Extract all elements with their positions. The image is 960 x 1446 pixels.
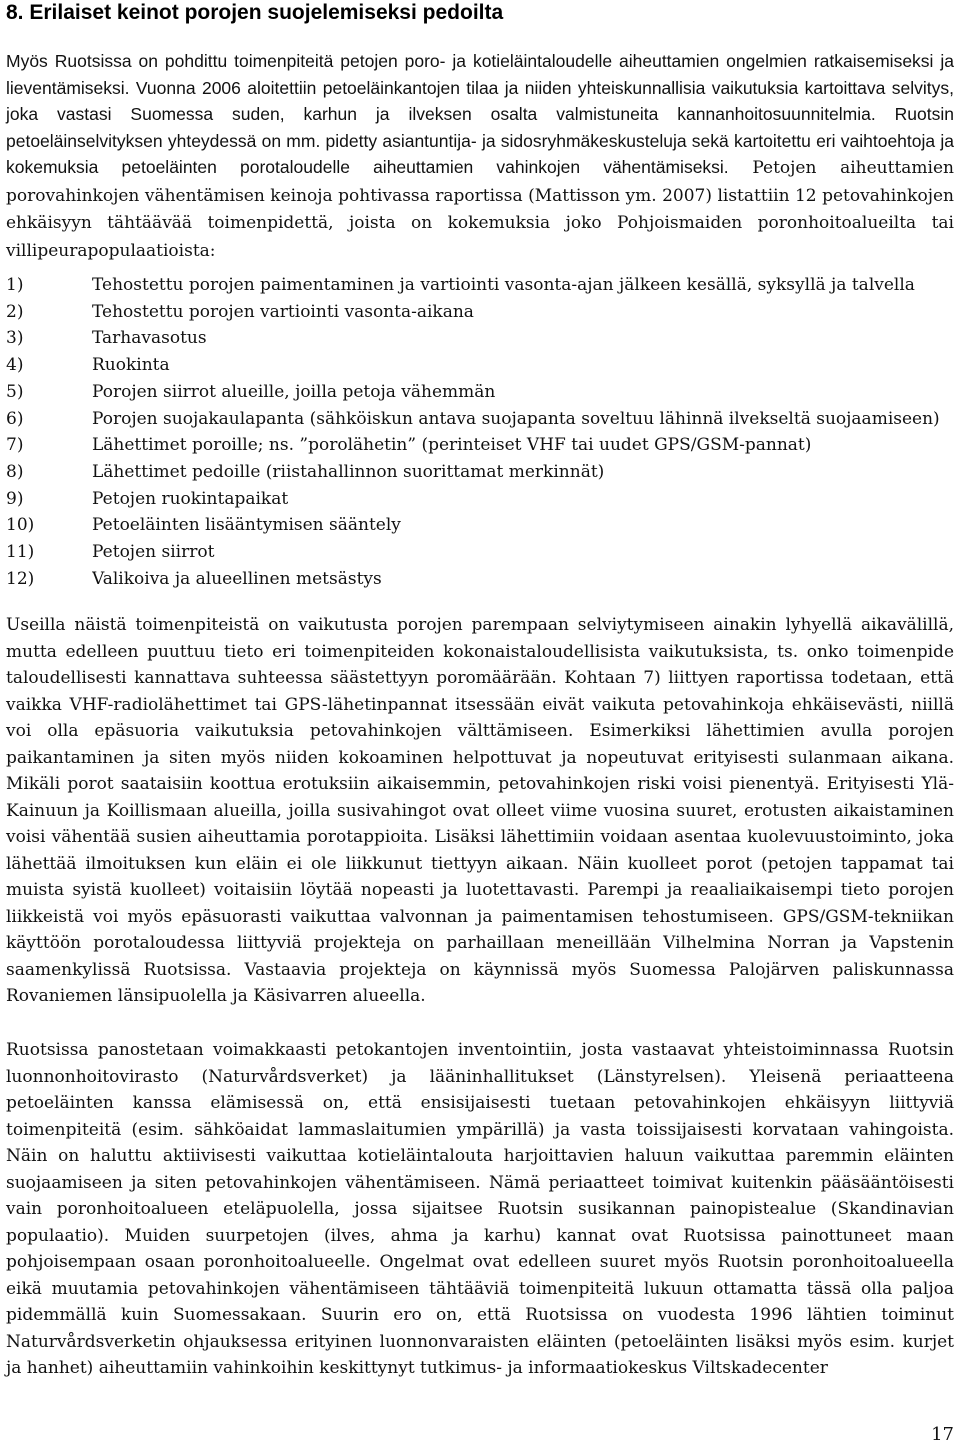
list-item (6, 325, 954, 352)
list-item (6, 379, 954, 406)
list-item (6, 406, 954, 433)
list-item (6, 539, 954, 566)
list-item-number: 5) (6, 381, 24, 402)
list-item-number: 4) (6, 355, 24, 376)
list-item-text: Ruokinta (92, 355, 170, 376)
list-item-text: Lähettimet poroille; ns. ”porolähetin” (perinteiset VHF tai uudet GPS/GSM-pannat) (92, 435, 812, 456)
list-item (6, 566, 954, 593)
list-item-number: 3) (6, 328, 24, 349)
measures-list (6, 272, 954, 592)
page-number: 17 (931, 1424, 954, 1445)
list-item-number: 12) (6, 568, 35, 589)
intro-text-part1: Myös Ruotsissa on pohdittu toimenpiteitä petojen poro- ja kotieläintaloudelle aiheuttamien ongelmien ratkaisemiseksi ja lieventämiseksi. Vuonna 2006 aloitettiin petoeläinkantojen tilaa ja niiden yhteiskunnallisia vaikutuksia kartoittava selvitys, joka vastasi Suomessa suden, karhun ja ilveksen osalta valmistuneita kannanhoitosuunnitelmia. Ruotsin petoeläinselvityksen yhteydessä on mm. pidetty asiantuntija- ja sidosryhmäkeskusteluja sekä kartoitettu eri vaihtoehtoja ja kokemuksia petoeläinten porotaloudelle aiheuttamien vahinkojen vähentämiseksi. (6, 51, 954, 177)
list-item-text: Tarhavasotus (92, 328, 207, 349)
list-item-number: 1) (6, 275, 24, 295)
list-item-text: Porojen siirrot alueille, joilla petoja vähemmän (92, 381, 496, 402)
body-paragraph-2: Useilla näistä toimenpiteistä on vaikutusta porojen parempaan selviytymiseen ainakin lyhyellä aikavälillä, mutta edelleen puuttuu tieto eri toimenpiteiden kokonaistaloudellisista vaikutuksista, ts. onko toimenpide taloudellisesti kannattava suhteessa säästettyyn poromäärään. Kohtaan 7) liittyen raportissa todetaan, että vaikka VHF-radiolähettimet tai GPS-lähetinpannat itsessään eivät vaikuta petovahinkoja ehkäisevästi, niillä voi olla epäsuoria vaikutuksia petovahinkojen välttämiseen. Esimerkiksi lähettimien avulla porojen paikantaminen ja siten myös niiden kokoaminen helpottuvat ja nopeutuvat erityisesti sulanmaan aikana. Mikäli porot saataisiin koottua erotuksiin aikaisemmin, petovahinkojen riski voisi pienentyä. Erityisesti Ylä-Kainuun ja Koillismaan alueilla, joilla susivahingot ovat olleet viime vuosina suuret, erotusten aikaistaminen voisi vähentää susien aiheuttamia porotappioita. Lisäksi lähettimiin voidaan asentaa kuolevuustoiminto, joka lähettää ilmoituksen kun eläin ei ole liikkunut tiettyyn aikaan. Näin kuolleet porot (petojen tappamat tai muista syistä kuolleet) voitaisiin löytää nopeasti ja luotettavasti. Parempi ja reaaliaikaisempi tieto porojen liikkeistä voi myös epäsuorasti vaikuttaa valvonnan ja paimentamisen tehostumiseen. GPS/GSM-tekniikan käyttöön porotaloudessa liittyviä projekteja on parhaillaan meneillään Vilhelmina Norran ja Vapstenin saamenkylissä Ruotsissa. Vastaavia projekteja on käynnissä myös Suomessa Palojärven paliskunnassa Rovaniemen länsipuolella ja Käsivarren alueella. (6, 615, 954, 1006)
list-item (6, 432, 954, 459)
list-item-text: Petoeläinten lisääntymisen sääntely (92, 515, 401, 536)
list-item (6, 299, 954, 326)
list-item-number: 2) (6, 301, 24, 322)
list-item (6, 459, 954, 486)
list-item-text: Tehostettu porojen paimentaminen ja vartiointi vasonta-ajan jälkeen kesällä, syksyllä ja talvella (92, 275, 915, 295)
list-item-text: Tehostettu porojen vartiointi vasonta-aikana (92, 301, 474, 322)
list-item (6, 512, 954, 539)
list-item (6, 272, 954, 299)
list-item (6, 486, 954, 513)
list-item-number: 9) (6, 488, 24, 509)
intro-text-part2: Petojen aiheuttamien porovahinkojen vähentämisen keinoja pohtivassa raportissa (Mattisson ym. 2007) listattiin 12 petovahinkojen ehkäisyyn tähtäävää toimenpidettä, joista on kokemuksia joko Pohjoismaiden poronhoitoalueilta tai villipeurapopulaatioista: (6, 158, 954, 261)
list-item-text: Porojen suojakaulapanta (sähköiskun antava suojapanta soveltuu lähinnä ilvekseltä suojaamiseen) (92, 408, 940, 429)
body-paragraph-3: Ruotsissa panostetaan voimakkaasti petokantojen inventointiin, josta vastaavat yhteistoiminnassa Ruotsin luonnonhoitovirasto (Naturvårdsverket) ja lääninhallitukset (Länstyrelsen). Yleisenä periaatteena petoeläinten kanssa elämisessä on, että ensisijaisesti tuetaan petovahinkojen ehkäisyyn liittyviä toimenpiteitä (esim. sähköaidat lammaslaitumien ympärillä) ja vasta toissijaisesti korvataan vahingoista. Näin on haluttu aktiivisesti vaikuttaa kotieläintalouta harjoittavien haluun vaikuttaa paremmin eläinten suojaamiseen ja siten petovahinkojen vähentämiseen. Nämä periaatteet toimivat kuitenkin pääsääntöisesti vain poronhoitoalueen eteläpuolella, jossa sijaitsee Ruotsin susikannan painopistealue (Skandinavian populaatio). Muiden suurpetojen (ilves, ahma ja karhu) kannat ovat Ruotsissa painottuneet maan pohjoisempaan osaan poronhoitoalueelle. Ongelmat ovat edelleen suuret myös Ruotsin poronhoitoalueella eikä muutamia petovahinkojen vähentämiseen tähtääviä toimenpiteitä lukuun ottamatta tässä olla paljoa pidemmällä kuin Suomessakaan. Suurin ero on, että Ruotsissa on vuodesta 1996 lähtien toiminut Naturvårdsverketin ohjauksessa erityinen luonnonvaraisten eläinten (petoeläinten lisäksi myös esim. kurjet ja hanhet) aiheuttamiin vahinkoihin keskittynyt tutkimus- ja informaatiokeskus Viltskadecenter (6, 1040, 954, 1378)
list-item-number: 8) (6, 461, 24, 482)
list-item-text: Petojen ruokintapaikat (92, 488, 289, 509)
section-heading: 8. Erilaiset keinot porojen suojelemiseksi pedoilta (6, 1, 504, 24)
list-item-text: Valikoiva ja alueellinen metsästys (92, 568, 382, 589)
list-item-number: 11) (6, 542, 35, 563)
list-item-text: Lähettimet pedoille (riistahallinnon suorittamat merkinnät) (92, 461, 605, 482)
intro-paragraph (6, 48, 954, 264)
list-item (6, 352, 954, 379)
list-item-text: Petojen siirrot (92, 542, 215, 563)
list-item-number: 7) (6, 435, 24, 456)
list-item-number: 6) (6, 408, 24, 429)
list-item-number: 10) (6, 515, 35, 536)
